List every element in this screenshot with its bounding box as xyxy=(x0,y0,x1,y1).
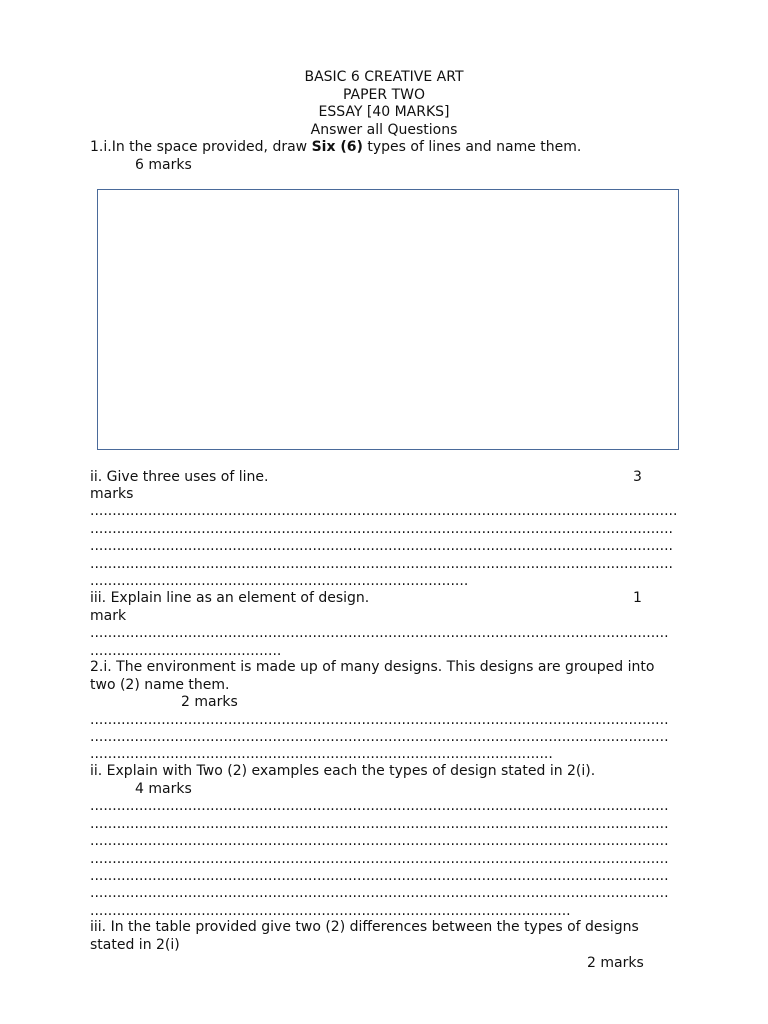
answer-line[interactable]: .................................................................................................................................. xyxy=(90,729,669,745)
question-2i-line2: two (2) name them. xyxy=(90,677,230,693)
answer-line[interactable]: ..................................................................................... xyxy=(90,573,469,589)
question-2iii-marks: 2 marks xyxy=(587,955,644,971)
answer-line[interactable]: ................................................................................................................................... xyxy=(90,538,673,554)
drawing-space-box[interactable] xyxy=(97,189,679,450)
question-1ii-marks-word: marks xyxy=(90,486,134,502)
question-1i-bold: Six (6) xyxy=(311,139,363,155)
question-2i-marks: 2 marks xyxy=(181,694,238,710)
question-2ii-marks: 4 marks xyxy=(135,781,192,797)
answer-line[interactable]: .................................................................................................................................. xyxy=(90,625,669,641)
answer-line[interactable]: .................................................................................................................................. xyxy=(90,798,669,814)
answer-line[interactable]: ................................................................................................................................... xyxy=(90,521,673,537)
answer-line[interactable]: .................................................................................................................................. xyxy=(90,712,669,728)
answer-line[interactable]: ............................................................................................................ xyxy=(90,903,571,919)
question-1i-prefix: 1.i.In the space provided, draw xyxy=(90,139,312,155)
answer-line[interactable]: .................................................................................................................................... xyxy=(90,503,678,519)
answer-line[interactable]: .................................................................................................................................. xyxy=(90,833,669,849)
question-1iii-marks-word: mark xyxy=(90,608,127,624)
question-2ii: ii. Explain with Two (2) examples each the types of design stated in 2(i). xyxy=(90,763,596,779)
question-1iii-marks-number: 1 xyxy=(633,590,642,606)
answer-line[interactable]: .................................................................................................................................. xyxy=(90,816,669,832)
question-2iii-line1: iii. In the table provided give two (2) differences between the types of designs xyxy=(90,919,639,935)
question-1i xyxy=(90,139,581,156)
answer-line[interactable]: ................................................................................................................................... xyxy=(90,556,673,572)
answer-line[interactable]: .................................................................................................................................. xyxy=(90,868,669,884)
answer-line[interactable]: .................................................................................................................................. xyxy=(90,851,669,867)
question-1i-marks: 6 marks xyxy=(135,157,192,173)
exam-title: BASIC 6 CREATIVE ART xyxy=(304,69,464,85)
question-1iii: iii. Explain line as an element of design. xyxy=(90,590,370,606)
question-1ii-marks-number: 3 xyxy=(633,469,642,485)
question-1ii: ii. Give three uses of line. xyxy=(90,469,269,485)
question-2iii-line2: stated in 2(i) xyxy=(90,937,180,953)
section-label: ESSAY [40 MARKS] xyxy=(318,104,450,120)
question-2i-line1: 2.i. The environment is made up of many designs. This designs are grouped into xyxy=(90,659,655,675)
answer-line[interactable]: ........................................................................................................ xyxy=(90,746,553,762)
answer-line[interactable]: ........................................... xyxy=(90,643,282,659)
instruction-text: Answer all Questions xyxy=(310,122,458,138)
paper-label: PAPER TWO xyxy=(342,87,425,103)
answer-line[interactable]: .................................................................................................................................. xyxy=(90,885,669,901)
question-1i-suffix: types of lines and name them. xyxy=(362,139,582,155)
